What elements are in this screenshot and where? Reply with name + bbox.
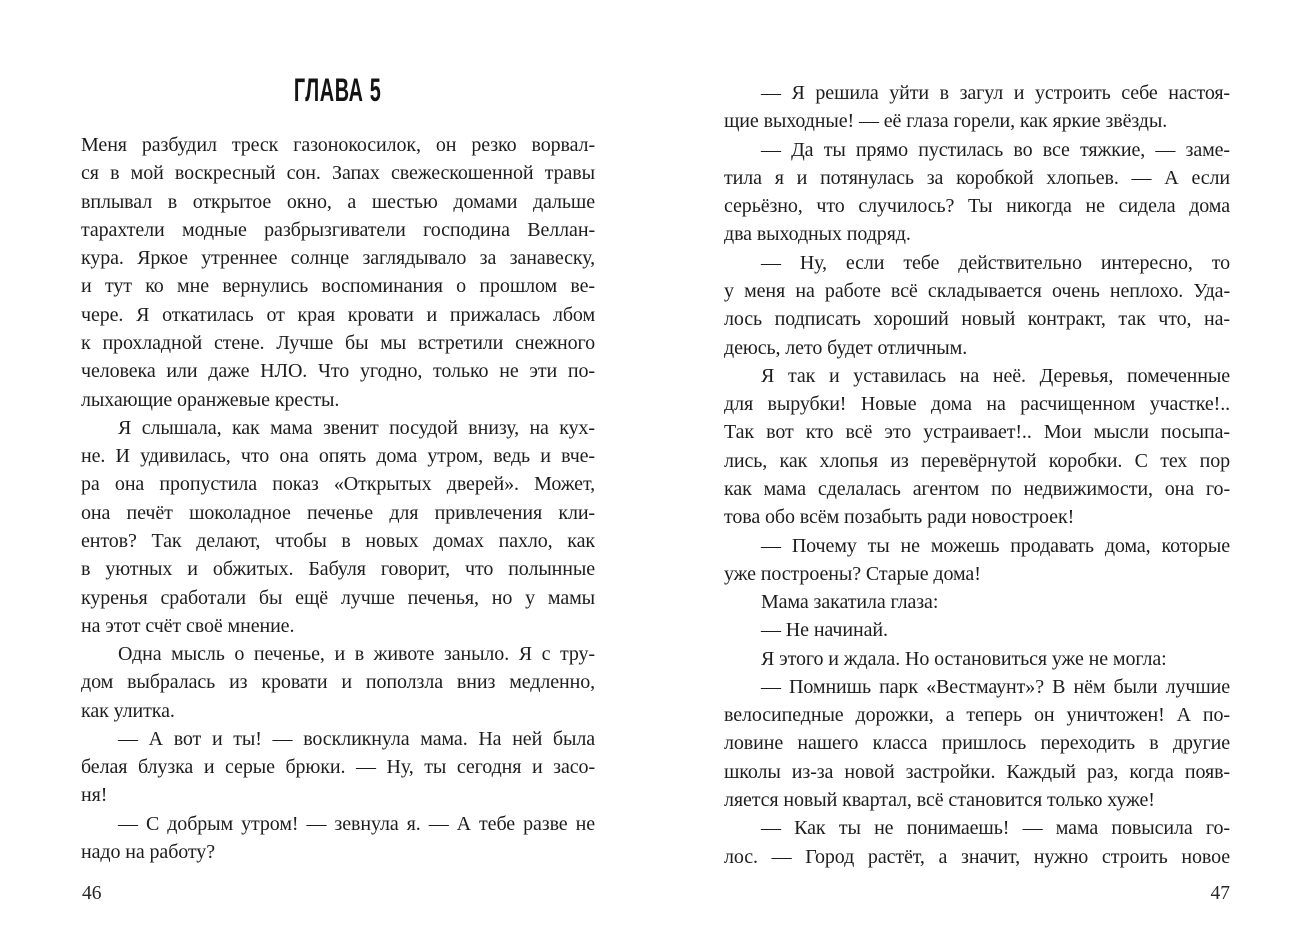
paragraph	[81, 810, 595, 867]
text-line: к прохладной стене. Лучше бы мы встретили снежного	[81, 331, 595, 354]
text-line: в уютных и обжитых. Бабуля говорит, что полынные	[81, 558, 595, 581]
text-line: как мама сделалась агентом по недвижимости, она го-	[724, 477, 1230, 500]
text-line: лос. — Город растёт, а значит, нужно строить новое	[724, 845, 1230, 868]
chapter-title-text: ГЛАВА 5	[294, 72, 382, 108]
text-line: ловине нашего класса пришлось переходить в другие	[724, 732, 1230, 755]
text-line: для вырубки! Новые дома на расчищенном участке!..	[724, 393, 1230, 416]
page-number-right: 47	[1210, 883, 1230, 904]
text-line: ня!	[81, 784, 108, 807]
text-line: деюсь, лето будет отличным.	[724, 336, 968, 359]
text-line: — Я решила уйти в загул и устроить себе настоя-	[761, 82, 1230, 104]
text-line: Я этого и ждала. Но остановиться уже не могла:	[761, 647, 1167, 670]
text-line: ся в мой воскресный сон. Запах свежескошенной травы	[81, 162, 595, 185]
text-line: тила я и потянулась за коробкой хлопьев. — А если	[724, 166, 1230, 189]
page-number-left: 46	[82, 883, 102, 904]
paragraph	[81, 414, 595, 640]
paragraph	[724, 79, 1230, 136]
text-line: белая блузка и серые брюки. — Ну, ты сегодня и засо-	[81, 756, 595, 779]
text-line: лось подписать хороший новый контракт, так что, на-	[724, 308, 1230, 331]
text-line: серьёзно, что случилось? Ты никогда не сидела дома	[724, 195, 1230, 218]
text-line: Я слышала, как мама звенит посудой внизу, на кух-	[118, 416, 595, 439]
text-line: Мама закатила глаза:	[761, 591, 939, 614]
text-line: това обо всём позабыть ради новостроек!	[724, 506, 1075, 529]
text-line: ляется новый квартал, всё становится только хуже!	[724, 789, 1155, 812]
text-line: у меня на работе всё складывается очень неплохо. Уда-	[724, 279, 1230, 302]
text-line: и тут ко мне вернулись воспоминания о прошлом ве-	[81, 275, 595, 298]
text-line: — Да ты прямо пустилась во все тяжкие, — заме-	[761, 138, 1230, 161]
text-line: — Как ты не понимаешь! — мама повысила го-	[761, 817, 1230, 840]
text-line: — Ну, если тебе действительно интересно, то	[761, 251, 1230, 274]
text-line: — Не начинай.	[761, 619, 888, 642]
text-line: уже построены? Старые дома!	[724, 562, 981, 585]
text-line: дом выбралась из кровати и поползла вниз медленно,	[81, 671, 595, 694]
paragraph	[724, 532, 1230, 589]
text-line: — А вот и ты! — воскликнула мама. На ней была	[118, 727, 595, 750]
text-line: — С добрым утром! — зевнула я. — А тебе разве не	[118, 812, 595, 835]
paragraph	[724, 249, 1230, 362]
text-line: велосипедные дорожки, а теперь он уничтожен! А по-	[724, 704, 1230, 727]
left-page-text	[81, 131, 595, 866]
text-line: Одна мысль о печенье, и в животе заныло. Я с тру-	[118, 643, 595, 666]
text-line: вплывал в открытое окно, а шестью домами дальше	[81, 190, 595, 213]
text-line: два выходных подряд.	[724, 223, 911, 246]
text-line: щие выходные! — её глаза горели, как яркие звёзды.	[724, 110, 1168, 133]
text-line: надо на работу?	[81, 841, 215, 864]
text-line: тарахтели модные разбрызгиватели господина Веллан-	[81, 218, 595, 241]
text-line: школы из-за новой застройки. Каждый раз, когда появ-	[724, 760, 1230, 783]
text-line: она печёт шоколадное печенье для привлечения кли-	[81, 501, 595, 524]
text-line: человека или даже НЛО. Что угодно, только не эти по-	[81, 360, 595, 383]
text-line: чере. Я откатилась от края кровати и прижалась лбом	[81, 303, 595, 326]
text-line: на этот счёт своё мнение.	[81, 614, 295, 637]
paragraph	[81, 131, 595, 414]
paragraph	[724, 362, 1230, 532]
right-page-text	[724, 79, 1230, 871]
text-line: ра она пропустила показ «Открытых дверей». Может,	[81, 473, 595, 496]
text-line: кура. Яркое утреннее солнце заглядывало за занавеску,	[81, 247, 595, 270]
text-line: как улитка.	[81, 699, 175, 722]
text-line: — Помнишь парк «Вестмаунт»? В нём были лучшие	[761, 675, 1230, 698]
text-line: — Почему ты не можешь продавать дома, которые	[761, 534, 1230, 557]
text-line: Так вот кто всё это устраивает!.. Мои мысли посыпа-	[724, 421, 1230, 444]
paragraph	[724, 588, 1230, 616]
paragraph	[724, 136, 1230, 249]
text-line: Меня разбудил треск газонокосилок, он резко ворвал-	[81, 134, 595, 156]
text-line: Я так и уставилась на неё. Деревья, помеченные	[761, 364, 1230, 387]
paragraph	[724, 645, 1230, 673]
paragraph	[724, 673, 1230, 814]
text-line: лыхающие оранжевые кресты.	[81, 388, 340, 411]
chapter-heading	[81, 72, 595, 109]
paragraph	[81, 640, 595, 725]
text-line: не. И удивилась, что она опять дома утром, ведь и вче-	[81, 445, 595, 468]
text-line: лись, как хлопья из перевёрнутой коробки. С тех пор	[724, 449, 1230, 472]
text-line: ентов? Так делают, чтобы в новых домах пахло, как	[81, 529, 595, 552]
paragraph	[724, 814, 1230, 871]
text-line: куренья сработали бы ещё лучше печенья, но у мамы	[81, 586, 595, 609]
paragraph	[81, 725, 595, 810]
paragraph	[724, 616, 1230, 644]
